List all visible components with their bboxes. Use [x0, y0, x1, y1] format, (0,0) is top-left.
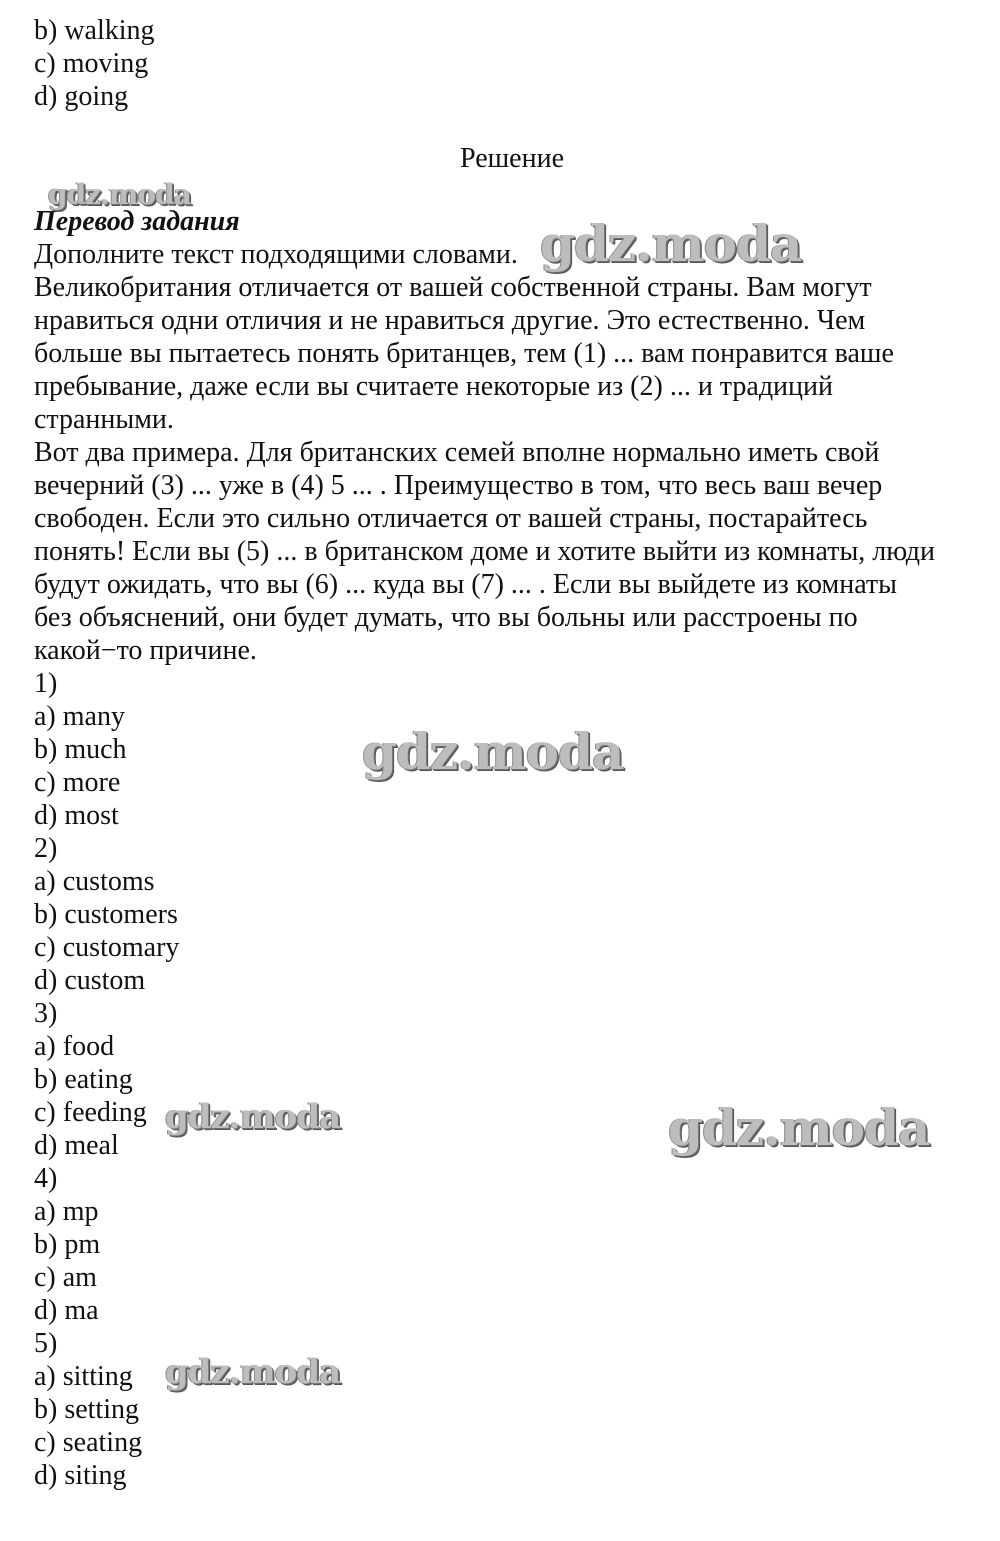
answer-option: a) food — [34, 1031, 115, 1062]
question-number: 5) — [34, 1328, 58, 1359]
watermark-logo: gdz.moda — [48, 178, 191, 211]
paragraph-line: пребывание, даже если вы считаете некоторые из (2) ... и традиций — [34, 371, 833, 402]
answer-option: c) am — [34, 1262, 97, 1293]
answer-option: b) customers — [34, 899, 178, 930]
answer-option: c) customary — [34, 932, 180, 963]
paragraph-line: нравиться одни отличия и не нравиться другие. Это естественно. Чем — [34, 305, 866, 336]
paragraph-line: странными. — [34, 404, 174, 435]
watermark-logo: gdz.moda — [362, 722, 624, 781]
paragraph-line: Великобритания отличается от вашей собственной страны. Вам могут — [34, 272, 872, 303]
answer-option: d) custom — [34, 965, 146, 996]
paragraph-line: без объяснений, они будет думать, что вы больны или расстроены по — [34, 602, 858, 633]
question-number: 3) — [34, 998, 58, 1029]
answer-option: b) eating — [34, 1064, 133, 1095]
watermark-logo: gdz.moda — [165, 1097, 341, 1137]
answer-option: a) many — [34, 701, 125, 732]
paragraph-line: какой−то причине. — [34, 635, 257, 666]
question-number: 2) — [34, 833, 58, 864]
answer-option: b) much — [34, 734, 127, 765]
translation-paragraph — [34, 238, 994, 667]
answer-option: d) meal — [34, 1130, 119, 1161]
answer-option: a) mp — [34, 1196, 99, 1227]
option-line: c) moving — [34, 48, 149, 79]
watermark-logo: gdz.moda — [668, 1098, 930, 1157]
paragraph-line: понять! Если вы (5) ... в британском доме и хотите выйти из комнаты, люди — [34, 536, 935, 567]
option-line: b) walking — [34, 15, 155, 46]
translation-heading: Перевод задания — [34, 206, 240, 237]
question-number: 1) — [34, 668, 58, 699]
answer-option: d) ma — [34, 1295, 99, 1326]
answer-option: c) feeding — [34, 1097, 147, 1128]
answer-option: d) most — [34, 800, 119, 831]
paragraph-line: Дополните текст подходящими словами. — [34, 239, 518, 270]
answer-option: b) pm — [34, 1229, 101, 1260]
watermark-logo: gdz.moda — [540, 214, 802, 273]
answer-option: a) customs — [34, 866, 155, 897]
paragraph-line: больше вы пытаетесь понять британцев, тем (1) ... вам понравится ваше — [34, 338, 894, 369]
paragraph-line: вечерний (3) ... уже в (4) 5 ... . Преимущество в том, что весь ваш вечер — [34, 470, 883, 501]
paragraph-line: будут ожидать, что вы (6) ... куда вы (7) ... . Если вы выйдете из комнаты — [34, 569, 897, 600]
paragraph-line: свободен. Если это сильно отличается от вашей страны, постарайтесь — [34, 503, 868, 534]
paragraph-line: Вот два примера. Для британских семей вполне нормально иметь свой — [34, 437, 880, 468]
answer-option: b) setting — [34, 1394, 139, 1425]
answer-option: d) siting — [34, 1460, 127, 1491]
option-line: d) going — [34, 81, 129, 112]
solution-heading: Решение — [459, 143, 564, 174]
watermark-logo: gdz.moda — [165, 1352, 341, 1392]
question-number: 4) — [34, 1163, 58, 1194]
answer-option: c) more — [34, 767, 121, 798]
answer-option: a) sitting — [34, 1361, 133, 1392]
answer-option: c) seating — [34, 1427, 143, 1458]
